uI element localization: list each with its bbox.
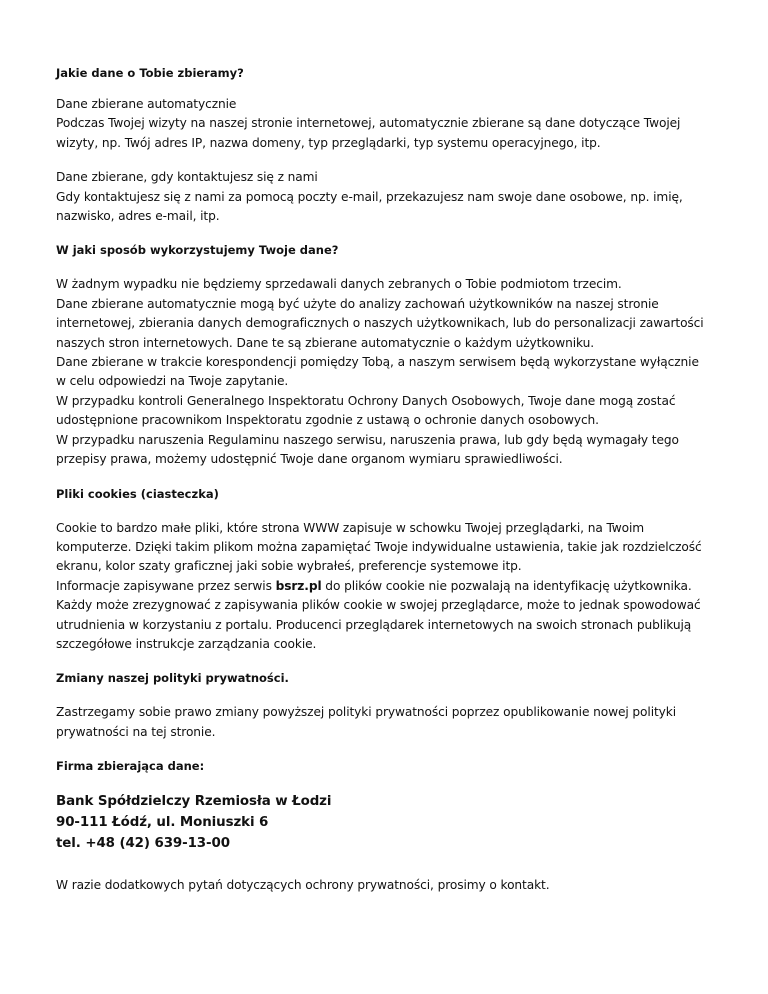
privacy-policy-document xyxy=(56,64,716,896)
contact-note: W razie dodatkowych pytań dotyczących ochrony prywatności, prosimy o kontakt. xyxy=(56,878,550,893)
paragraph-data-usage xyxy=(56,275,716,469)
company-phone: tel. +48 (42) 639-13-00 xyxy=(56,836,230,852)
section-heading-policy-changes: Zmiany naszej polityki prywatności. xyxy=(56,671,289,686)
company-info xyxy=(56,791,716,854)
text-line-cookie-info xyxy=(56,577,716,596)
paragraph-auto-data xyxy=(56,95,716,153)
text-line: Każdy może zrezygnować z zapisywania plików cookie w swojej przeglądarce, może to jednak spowodować xyxy=(56,598,701,613)
text-line: w celu odpowiedzi na Twoje zapytanie. xyxy=(56,374,289,389)
section-heading-data-usage: W jaki sposób wykorzystujemy Twoje dane? xyxy=(56,243,339,258)
text-line: Cookie to bardzo małe pliki, które strona WWW zapisuje w schowku Twojej przeglądarki, na Twoim xyxy=(56,520,645,535)
text-line: naszych stron internetowych. Dane te są zbierane automatycznie o każdym użytkowniku. xyxy=(56,335,594,350)
text-line: W przypadku naruszenia Regulaminu naszego serwisu, naruszenia prawa, lub gdy będą wymagały tego xyxy=(56,432,679,447)
subheading-contact-data: Dane zbierane, gdy kontaktujesz się z nami xyxy=(56,170,318,185)
paragraph-contact-data xyxy=(56,168,716,226)
section-heading-cookies: Pliki cookies (ciasteczka) xyxy=(56,486,219,501)
cookie-info-prefix: Informacje zapisywane przez serwis xyxy=(56,578,276,593)
text-line: Zastrzegamy sobie prawo zmiany powyższej polityki prywatności poprzez opublikowanie nowej polityki xyxy=(56,705,677,720)
text-line: W żadnym wypadku nie będziemy sprzedawali danych zebranych o Tobie podmiotom trzecim. xyxy=(56,277,622,292)
company-name: Bank Spółdzielczy Rzemiosła w Łodzi xyxy=(56,794,332,810)
paragraph-policy-changes xyxy=(56,703,716,742)
section-heading-data-collected: Jakie dane o Tobie zbieramy? xyxy=(56,66,244,80)
text-line: Dane zbierane automatycznie mogą być użyte do analizy zachowań użytkowników na naszej stronie xyxy=(56,296,659,311)
cookie-info-suffix: do plików cookie nie pozwalają na identyfikację użytkownika. xyxy=(321,578,692,593)
text-line: prywatności na tej stronie. xyxy=(56,724,216,739)
subheading-auto-data: Dane zbierane automatycznie xyxy=(56,97,237,111)
text-line: ekranu, kolor szaty graficznej jaki sobie wybrałeś, preferencje systemowe itp. xyxy=(56,559,522,574)
text-line: W przypadku kontroli Generalnego Inspektoratu Ochrony Danych Osobowych, Twoje dane mogą zostać xyxy=(56,393,676,408)
text-line: Dane zbierane w trakcie korespondencji pomiędzy Tobą, a naszym serwisem będą wykorzystane wyłącznie xyxy=(56,355,699,370)
text-line: nazwisko, adres e-mail, itp. xyxy=(56,209,220,224)
text-line: utrudnienia w korzystaniu z portalu. Producenci przeglądarek internetowych na swoich stronach publikują xyxy=(56,617,692,632)
site-name: bsrz.pl xyxy=(275,578,322,593)
company-address: 90-111 Łódź, ul. Moniuszki 6 xyxy=(56,815,269,831)
text-line: Podczas Twojej wizyty na naszej stronie internetowej, automatycznie zbierane są dane dotyczące Twojej xyxy=(56,116,681,131)
section-heading-company: Firma zbierająca dane: xyxy=(56,759,205,774)
text-line: szczegółowe instrukcje zarządzania cookie. xyxy=(56,636,317,651)
paragraph-cookies xyxy=(56,519,716,655)
text-line: Gdy kontaktujesz się z nami za pomocą poczty e-mail, przekazujesz nam swoje dane osobowe, np. imię, xyxy=(56,189,683,204)
text-line: wizyty, np. Twój adres IP, nazwa domeny, typ przeglądarki, typ systemu operacyjnego, itp. xyxy=(56,135,601,150)
text-line: internetowej, zbierania danych demograficznych o naszych użytkownikach, lub do personalizacji zawartości xyxy=(56,316,704,331)
text-line: komputerze. Dzięki takim plikom można zapamiętać Twoje indywidualne ustawienia, takie jak rozdzielczość xyxy=(56,539,702,554)
text-line: udostępnione pracownikom Inspektoratu zgodnie z ustawą o ochronie danych osobowych. xyxy=(56,413,599,428)
text-line: przepisy prawa, możemy udostępnić Twoje dane organom wymiaru sprawiedliwości. xyxy=(56,452,563,467)
